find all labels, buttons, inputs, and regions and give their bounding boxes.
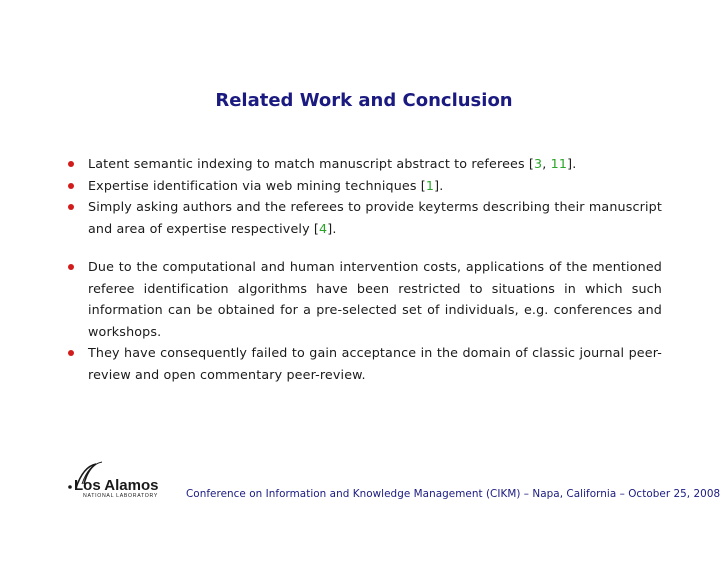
citation-link[interactable]: 3 bbox=[534, 156, 543, 171]
bullet-item: They have consequently failed to gain acceptance in the domain of classic journal peer-review and open commentary peer-review. bbox=[66, 342, 662, 385]
footer-conference: Conference on Information and Knowledge Management (CIKM) – Napa, California – October 25, 2008 bbox=[186, 488, 721, 500]
logo-subtitle: NATIONAL LABORATORY bbox=[83, 493, 158, 498]
logo-name: Los Alamos bbox=[74, 477, 159, 494]
bullet-item: Simply asking authors and the referees to provide keyterms describing their manuscript and area of expertise respectively [4]. bbox=[66, 196, 662, 239]
citation-link[interactable]: 4 bbox=[319, 220, 328, 236]
bullet-item: Latent semantic indexing to match manuscript abstract to referees [3, 11]. bbox=[66, 153, 662, 175]
bullet-item: Due to the computational and human intervention costs, applications of the mentioned referee identification algorithms have been restricted to situations in which such information can be obtained for a pre-selected set of individuals, e.g. conferences and workshops. bbox=[66, 256, 662, 342]
bullet-group-1 bbox=[66, 153, 662, 239]
logo-dot-icon bbox=[68, 485, 72, 489]
los-alamos-logo bbox=[62, 458, 172, 498]
bullet-item: Expertise identification via web mining techniques [1]. bbox=[66, 175, 662, 197]
slide-title: Related Work and Conclusion bbox=[215, 90, 513, 111]
citation-link[interactable]: 1 bbox=[425, 177, 435, 193]
bullet-list bbox=[66, 153, 662, 385]
citation-link[interactable]: 11 bbox=[550, 156, 568, 171]
bullet-group-2 bbox=[66, 256, 662, 385]
